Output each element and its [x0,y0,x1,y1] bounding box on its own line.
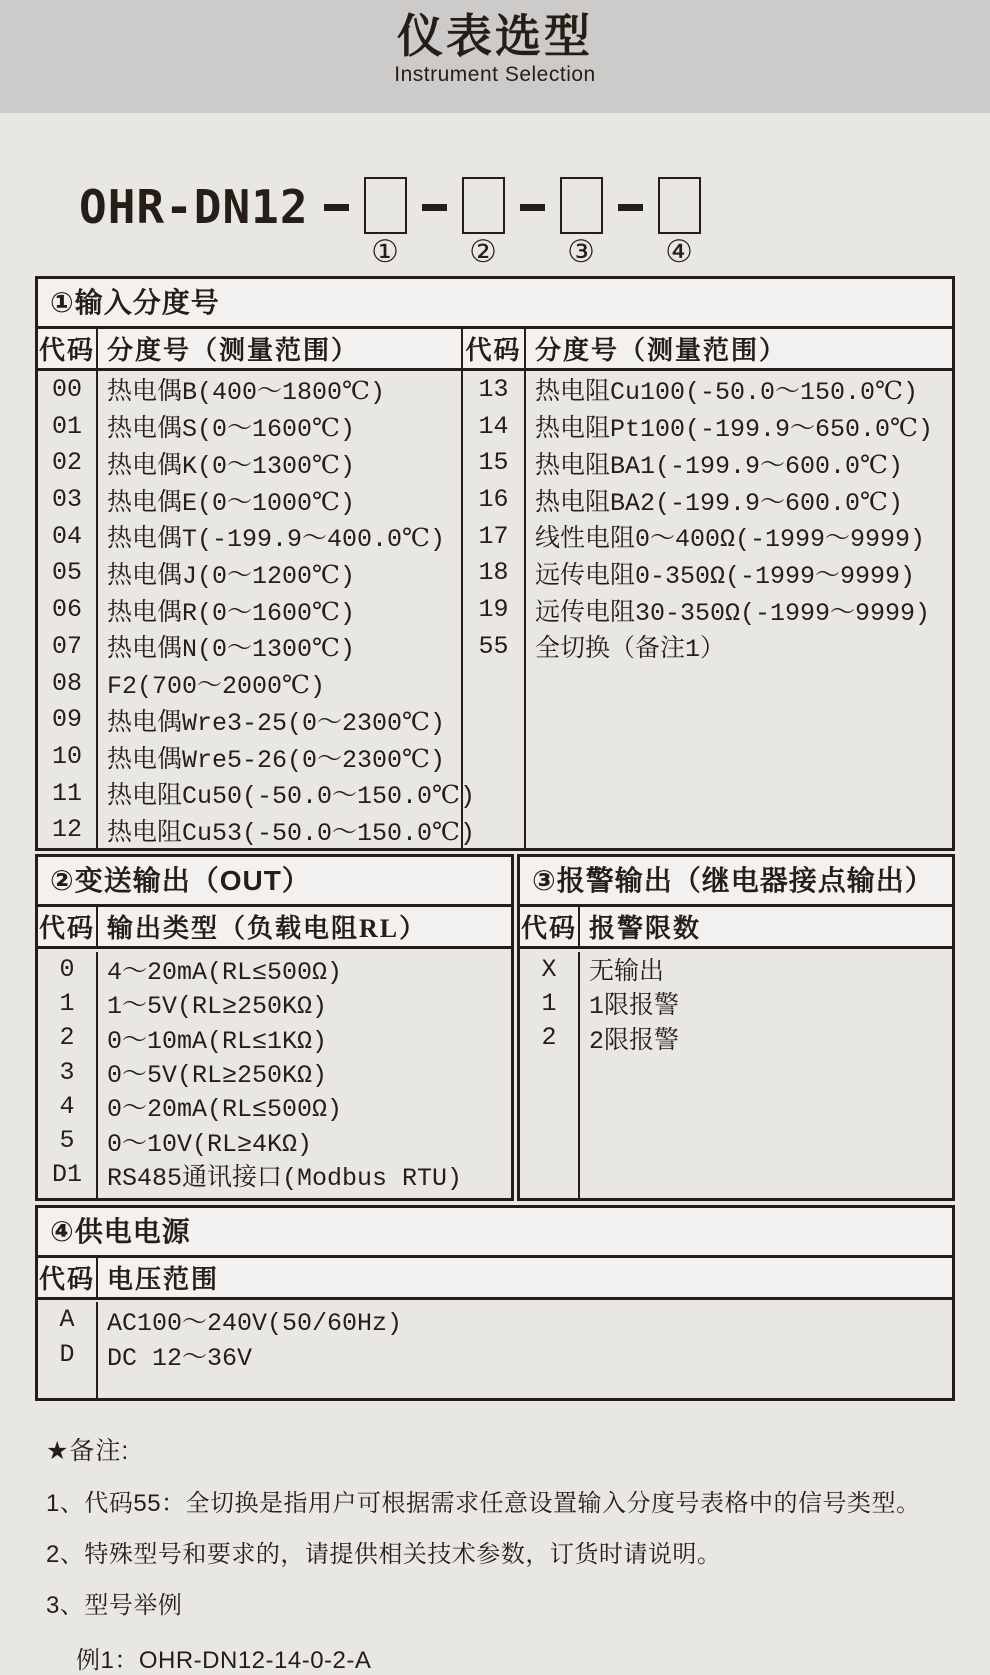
code-cell: 08 [51,668,82,698]
power-supply-table-body [38,1300,952,1398]
range-cell: 热电偶T(-199.9～400.0℃) [107,525,446,555]
code-cell: 11 [51,778,82,808]
code-cell: 0 [59,954,75,984]
code-cell: D1 [51,1160,82,1190]
range-column-right [526,371,952,848]
column-header-range: 分度号（测量范围） [535,336,788,365]
transmit-output-table [35,854,514,1201]
code-cell: X [541,954,557,984]
column-header-code: 代码 [38,907,98,946]
model-code-row [79,177,990,268]
range-cell: 远传电阻0-350Ω(-1999～9999) [535,561,916,591]
range-column-left [98,371,476,848]
column-header-code: 代码 [463,329,526,368]
column-header-range: 分度号（测量范围） [98,329,463,368]
transmit-output-table-body [38,949,511,1198]
range-cell: 热电偶E(0～1000℃) [107,488,355,518]
code-column [520,952,580,1198]
code-column-right [463,371,526,848]
model-slot-3 [560,177,603,268]
range-cell: 热电偶Wre5-26(0～2300℃) [107,745,446,775]
code-cell: 10 [51,742,82,772]
transmit-output-table-title: ②变送输出（OUT） [38,857,511,907]
model-slot-number-3: ③ [567,234,595,270]
model-slot-1 [364,177,407,268]
code-cell: 02 [51,448,82,478]
code-column-left [38,371,98,848]
code-cell: 17 [478,521,509,551]
voltage-range-cell: DC 12～36V [107,1343,253,1373]
alarm-limit-cell: 2限报警 [589,1026,680,1056]
alarm-output-table-header [520,907,952,949]
power-supply-table-title: ④供电电源 [38,1208,952,1258]
voltage-range-column [98,1302,952,1398]
alarm-limit-cell: 1限报警 [589,992,680,1022]
output-tables-row [35,854,955,1201]
alarm-output-table-body [520,949,952,1198]
code-cell: 13 [478,374,509,404]
range-cell: 热电阻Cu100(-50.0～150.0℃) [535,378,919,408]
output-type-cell: 0～20mA(RL≤500Ω) [107,1095,343,1125]
code-cell: D [59,1340,75,1369]
alarm-output-table [517,854,955,1201]
remarks-list [46,1483,950,1620]
remark-item: 3、型号举例 [46,1592,183,1619]
range-cell: 热电阻Cu53(-50.0～150.0℃) [107,818,476,848]
model-example: 例1：OHR-DN12-14-0-2-A [76,1647,372,1674]
model-slot-number-1: ① [371,234,399,270]
range-cell: 热电偶N(0～1300℃) [107,635,355,665]
code-cell: 00 [51,374,82,404]
power-supply-table [35,1205,955,1401]
code-cell: 18 [478,558,509,588]
range-cell: 全切换（备注1） [535,635,726,665]
code-cell: 2 [59,1023,75,1053]
code-cell: 04 [51,521,82,551]
range-cell: 线性电阻0～400Ω(-1999～9999) [535,525,926,555]
code-cell: 05 [51,558,82,588]
range-cell: 热电偶K(0～1300℃) [107,451,355,481]
voltage-range-cell: AC100～240V(50/60Hz) [107,1308,403,1338]
code-cell: A [59,1305,75,1334]
output-type-cell: 0～5V(RL≥250KΩ) [107,1061,328,1091]
output-type-cell: 0～10V(RL≥4KΩ) [107,1129,313,1159]
model-slot-number-2: ② [469,234,497,270]
code-cell: 3 [59,1057,75,1087]
model-slot-4 [658,177,701,268]
power-supply-table-header [38,1258,952,1300]
range-cell: 远传电阻30-350Ω(-1999～9999) [535,598,931,628]
remark-item: 2、特殊型号和要求的，请提供相关技术参数，订货时请说明。 [46,1541,722,1568]
remarks-section [46,1431,950,1675]
code-cell: 15 [478,448,509,478]
code-cell: 09 [51,705,82,735]
alarm-limit-column [580,952,952,1198]
code-cell: 06 [51,595,82,625]
model-slot-box-3[interactable] [560,177,603,234]
output-type-cell: RS485通讯接口(Modbus RTU) [107,1163,463,1193]
column-header-code: 代码 [38,329,98,368]
page-header [0,0,990,113]
code-cell: 2 [541,1023,557,1053]
code-cell: 03 [51,485,82,515]
range-cell: 热电偶R(0～1600℃) [107,598,355,628]
code-cell: 12 [51,815,82,845]
output-type-cell: 1～5V(RL≥250KΩ) [107,992,328,1022]
column-header-alarm-limit: 报警限数 [589,914,702,943]
remark-item: 1、代码55：全切换是指用户可根据需求任意设置输入分度号表格中的信号类型。 [46,1490,921,1517]
model-slot-box-1[interactable] [364,177,407,234]
dash-separator-1 [324,204,349,211]
model-prefix: OHR-DN12 [79,180,309,234]
code-cell: 1 [541,988,557,1018]
code-column [38,1302,98,1398]
range-cell: F2(700～2000℃) [107,672,325,702]
column-header-code: 代码 [38,1258,98,1297]
input-division-table-body [38,371,952,848]
code-cell: 07 [51,631,82,661]
code-cell: 55 [478,631,509,661]
code-cell: 01 [51,411,82,441]
code-cell: 16 [478,485,509,515]
code-cell: 5 [59,1126,75,1156]
range-cell: 热电阻Cu50(-50.0～150.0℃) [107,782,476,812]
output-type-cell: 4～20mA(RL≤500Ω) [107,958,343,988]
alarm-output-table-title: ③报警输出（继电器接点输出） [520,857,952,907]
output-type-column [98,952,511,1198]
range-cell: 热电阻BA1(-199.9～600.0℃) [535,451,904,481]
dash-separator-3 [520,204,545,211]
remarks-title: ★备注: [46,1437,130,1465]
dash-separator-4 [618,204,643,211]
range-cell: 热电阻BA2(-199.9～600.0℃) [535,488,904,518]
output-type-cell: 0～10mA(RL≤1KΩ) [107,1026,328,1056]
column-header-code: 代码 [520,907,580,946]
model-slot-number-4: ④ [665,234,693,270]
range-cell: 热电偶S(0～1600℃) [107,415,355,445]
model-slot-box-2[interactable] [462,177,505,234]
model-slot-box-4[interactable] [658,177,701,234]
range-cell: 热电阻Pt100(-199.9～650.0℃) [535,415,934,445]
dash-separator-2 [422,204,447,211]
column-header-voltage-range: 电压范围 [107,1265,220,1294]
code-cell: 4 [59,1091,75,1121]
input-division-table [35,276,955,851]
code-cell: 1 [59,988,75,1018]
code-column [38,952,98,1198]
input-division-table-title: ①输入分度号 [38,279,952,329]
transmit-output-table-header [38,907,511,949]
column-header-output-type: 输出类型（负载电阻RL） [107,914,428,943]
page-subtitle: Instrument Selection [394,62,596,86]
range-cell: 热电偶B(400～1800℃) [107,378,385,408]
code-cell: 14 [478,411,509,441]
input-division-table-header [38,329,952,371]
alarm-limit-cell: 无输出 [589,958,665,988]
range-cell: 热电偶Wre3-25(0～2300℃) [107,708,446,738]
code-cell: 19 [478,595,509,625]
page-title: 仪表选型 [397,10,593,62]
range-cell: 热电偶J(0～1200℃) [107,561,355,591]
model-slot-2 [462,177,505,268]
